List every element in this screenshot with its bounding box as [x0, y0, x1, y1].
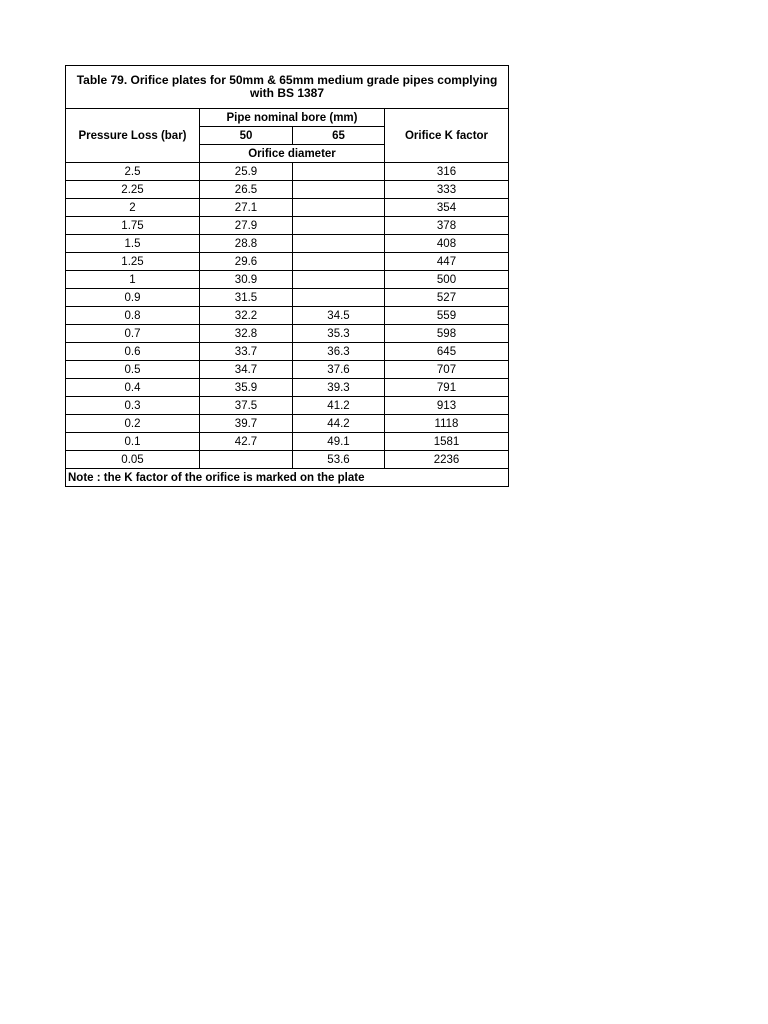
pressure-loss-cell: 0.3 [66, 397, 200, 415]
table-row [66, 415, 509, 433]
pressure-loss-cell: 0.8 [66, 307, 200, 325]
diameter-50-cell: 25.9 [200, 163, 293, 181]
k-factor-cell: 791 [385, 379, 509, 397]
k-factor-cell: 2236 [385, 451, 509, 469]
k-factor-cell: 447 [385, 253, 509, 271]
orifice-plates-table [65, 65, 509, 487]
diameter-65-cell: 36.3 [293, 343, 385, 361]
k-factor-cell: 645 [385, 343, 509, 361]
diameter-50-cell: 26.5 [200, 181, 293, 199]
header-orifice-k-factor: Orifice K factor [385, 109, 509, 163]
diameter-65-cell: 44.2 [293, 415, 385, 433]
diameter-50-cell: 27.1 [200, 199, 293, 217]
k-factor-cell: 527 [385, 289, 509, 307]
table-row [66, 163, 509, 181]
diameter-65-cell [293, 271, 385, 289]
k-factor-cell: 598 [385, 325, 509, 343]
k-factor-cell: 316 [385, 163, 509, 181]
k-factor-cell: 1581 [385, 433, 509, 451]
header-bore-65: 65 [293, 127, 385, 145]
diameter-50-cell: 39.7 [200, 415, 293, 433]
pressure-loss-cell: 1 [66, 271, 200, 289]
pressure-loss-cell: 0.6 [66, 343, 200, 361]
k-factor-cell: 1118 [385, 415, 509, 433]
pressure-loss-cell: 2.25 [66, 181, 200, 199]
table-row [66, 289, 509, 307]
pressure-loss-cell: 0.9 [66, 289, 200, 307]
diameter-65-cell [293, 199, 385, 217]
diameter-50-cell: 30.9 [200, 271, 293, 289]
diameter-50-cell: 27.9 [200, 217, 293, 235]
table-row [66, 325, 509, 343]
table-row [66, 253, 509, 271]
diameter-65-cell: 34.5 [293, 307, 385, 325]
pressure-loss-cell: 2.5 [66, 163, 200, 181]
k-factor-cell: 913 [385, 397, 509, 415]
pressure-loss-cell: 0.1 [66, 433, 200, 451]
diameter-50-cell: 34.7 [200, 361, 293, 379]
diameter-65-cell: 35.3 [293, 325, 385, 343]
diameter-65-cell [293, 253, 385, 271]
header-orifice-diameter: Orifice diameter [200, 145, 385, 163]
diameter-65-cell [293, 163, 385, 181]
diameter-65-cell [293, 289, 385, 307]
table-title: Table 79. Orifice plates for 50mm & 65mm medium grade pipes complying with BS 1387 [66, 66, 509, 109]
diameter-65-cell: 37.6 [293, 361, 385, 379]
pressure-loss-cell: 1.5 [66, 235, 200, 253]
diameter-50-cell: 33.7 [200, 343, 293, 361]
pressure-loss-cell: 2 [66, 199, 200, 217]
pressure-loss-cell: 1.25 [66, 253, 200, 271]
diameter-50-cell [200, 451, 293, 469]
pressure-loss-cell: 1.75 [66, 217, 200, 235]
diameter-50-cell: 42.7 [200, 433, 293, 451]
k-factor-cell: 500 [385, 271, 509, 289]
diameter-50-cell: 35.9 [200, 379, 293, 397]
diameter-50-cell: 32.2 [200, 307, 293, 325]
table-row [66, 361, 509, 379]
diameter-65-cell: 49.1 [293, 433, 385, 451]
table-row [66, 433, 509, 451]
table-row [66, 235, 509, 253]
header-bore-50: 50 [200, 127, 293, 145]
table-row [66, 307, 509, 325]
note-row [66, 469, 509, 487]
diameter-65-cell [293, 181, 385, 199]
k-factor-cell: 354 [385, 199, 509, 217]
table-row [66, 343, 509, 361]
k-factor-cell: 707 [385, 361, 509, 379]
table-row [66, 181, 509, 199]
diameter-65-cell: 41.2 [293, 397, 385, 415]
diameter-65-cell [293, 217, 385, 235]
diameter-50-cell: 28.8 [200, 235, 293, 253]
table-row [66, 451, 509, 469]
header-pressure-loss: Pressure Loss (bar) [66, 109, 200, 163]
pressure-loss-cell: 0.2 [66, 415, 200, 433]
header-pipe-nominal-bore: Pipe nominal bore (mm) [200, 109, 385, 127]
k-factor-cell: 333 [385, 181, 509, 199]
pressure-loss-cell: 0.05 [66, 451, 200, 469]
diameter-50-cell: 37.5 [200, 397, 293, 415]
table-row [66, 199, 509, 217]
table-row [66, 217, 509, 235]
table-note: Note : the K factor of the orifice is marked on the plate [66, 469, 509, 487]
table-row [66, 379, 509, 397]
header-row-1 [66, 109, 509, 127]
k-factor-cell: 408 [385, 235, 509, 253]
table-row [66, 397, 509, 415]
k-factor-cell: 559 [385, 307, 509, 325]
diameter-50-cell: 29.6 [200, 253, 293, 271]
diameter-50-cell: 32.8 [200, 325, 293, 343]
diameter-50-cell: 31.5 [200, 289, 293, 307]
pressure-loss-cell: 0.4 [66, 379, 200, 397]
diameter-65-cell: 39.3 [293, 379, 385, 397]
pressure-loss-cell: 0.7 [66, 325, 200, 343]
diameter-65-cell [293, 235, 385, 253]
pressure-loss-cell: 0.5 [66, 361, 200, 379]
table-row [66, 271, 509, 289]
diameter-65-cell: 53.6 [293, 451, 385, 469]
k-factor-cell: 378 [385, 217, 509, 235]
title-row [66, 66, 509, 109]
